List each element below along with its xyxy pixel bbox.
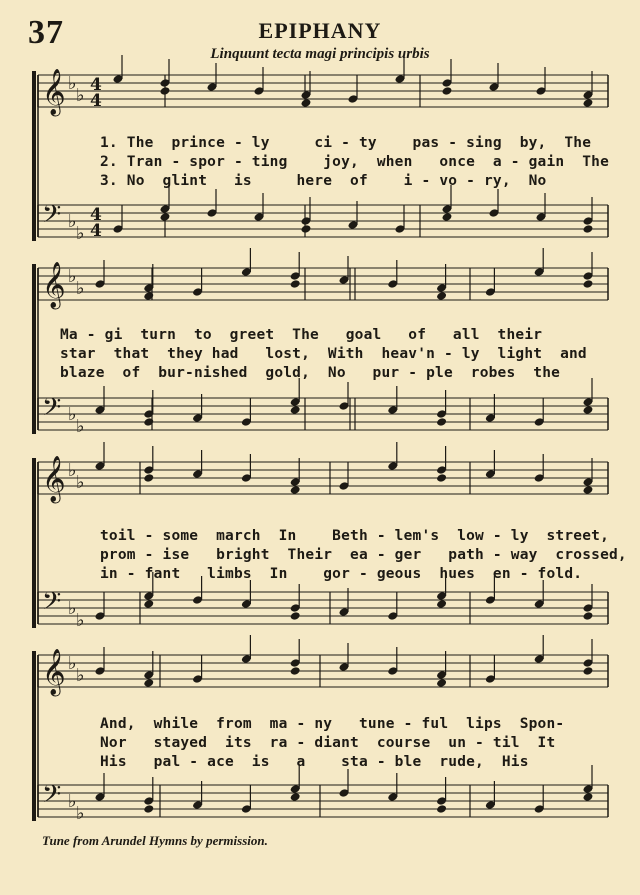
- system-bracket: [32, 264, 36, 434]
- lyric-line: toil - some march In Beth - lem's low - ly street,: [100, 528, 609, 544]
- lyric-line: 1. The prince - ly ci - ty pas - sing by, The: [100, 135, 592, 151]
- note-head: [301, 98, 312, 108]
- tune-credit: Tune from Arundel Hymns by permission.: [42, 833, 268, 848]
- time-signature-bottom: 4: [90, 91, 102, 111]
- note-head: [290, 666, 301, 676]
- note-head: [436, 473, 447, 483]
- system-bracket: [32, 71, 36, 241]
- note-head: [436, 291, 447, 301]
- note-head: [436, 599, 447, 609]
- flat-sign-icon: ♭: [68, 460, 77, 481]
- flat-sign-icon: ♭: [76, 803, 85, 824]
- note-head: [290, 792, 301, 802]
- flat-sign-icon: ♭: [68, 653, 77, 674]
- note-head: [160, 212, 171, 222]
- hymn-title: EPIPHANY: [258, 18, 382, 43]
- time-signature-top: 4: [90, 75, 102, 95]
- bass-clef-icon: 𝄢: [42, 200, 62, 235]
- note-head: [583, 611, 594, 621]
- flat-sign-icon: ♭: [68, 791, 77, 812]
- note-head: [143, 291, 154, 301]
- note-head: [143, 804, 154, 814]
- flat-sign-icon: ♭: [76, 665, 85, 686]
- note-head: [290, 279, 301, 289]
- lyric-line: 2. Tran - spor - ting joy, when once a - gain The: [100, 154, 609, 170]
- page-number: 37: [28, 14, 64, 51]
- flat-sign-icon: ♭: [68, 404, 77, 425]
- note-head: [442, 86, 453, 96]
- treble-clef-icon: 𝄞: [42, 69, 66, 115]
- lyric-line: 3. No glint is here of i - vo - ry, No: [100, 173, 547, 189]
- treble-clef-icon: 𝄞: [42, 649, 66, 695]
- note-head: [290, 405, 301, 415]
- bass-clef-icon: 𝄢: [42, 587, 62, 622]
- note-head: [436, 678, 447, 688]
- note-head: [583, 792, 594, 802]
- note-head: [143, 599, 154, 609]
- note-head: [436, 417, 447, 427]
- lyric-line: blaze of bur-nished gold, No pur - ple robes the: [60, 365, 561, 381]
- flat-sign-icon: ♭: [76, 610, 85, 631]
- flat-sign-icon: ♭: [76, 278, 85, 299]
- note-head: [583, 279, 594, 289]
- note-head: [583, 485, 594, 495]
- flat-sign-icon: ♭: [76, 472, 85, 493]
- flat-sign-icon: ♭: [68, 211, 77, 232]
- lyric-line: prom - ise bright Their ea - ger path - way crossed,: [100, 547, 627, 563]
- time-signature-top: 4: [90, 205, 102, 225]
- flat-sign-icon: ♭: [76, 85, 85, 106]
- flat-sign-icon: ♭: [68, 266, 77, 287]
- treble-clef-icon: 𝄞: [42, 262, 66, 308]
- note-head: [583, 405, 594, 415]
- hymn-subtitle: Linquunt tecta magi principis urbis: [210, 46, 430, 62]
- note-head: [583, 224, 594, 234]
- system-bracket: [32, 651, 36, 821]
- note-head: [143, 417, 154, 427]
- lyric-line: Ma - gi turn to greet The goal of all their: [60, 327, 543, 343]
- bass-clef-icon: 𝄢: [42, 780, 62, 815]
- time-signature-bottom: 4: [90, 221, 102, 241]
- note-head: [436, 804, 447, 814]
- treble-clef-icon: 𝄞: [42, 456, 66, 502]
- note-head: [290, 611, 301, 621]
- flat-sign-icon: ♭: [76, 223, 85, 244]
- note-head: [290, 485, 301, 495]
- note-head: [583, 666, 594, 676]
- flat-sign-icon: ♭: [68, 73, 77, 94]
- note-head: [143, 678, 154, 688]
- lyric-line: in - fant limbs In gor - geous hues en - fold.: [100, 566, 583, 582]
- lyric-line: And, while from ma - ny tune - ful lips Spon-: [100, 716, 565, 732]
- lyric-line: star that they had lost, With heav'n - ly light and: [60, 346, 587, 362]
- bass-clef-icon: 𝄢: [42, 393, 62, 428]
- note-head: [301, 224, 312, 234]
- note-head: [160, 86, 171, 96]
- flat-sign-icon: ♭: [76, 416, 85, 437]
- note-head: [143, 473, 154, 483]
- lyric-line: Nor stayed its ra - diant course un - til It: [100, 735, 556, 751]
- note-head: [583, 98, 594, 108]
- flat-sign-icon: ♭: [68, 598, 77, 619]
- system-bracket: [32, 458, 36, 628]
- note-head: [442, 212, 453, 222]
- lyric-line: His pal - ace is a sta - ble rude, His: [100, 754, 529, 770]
